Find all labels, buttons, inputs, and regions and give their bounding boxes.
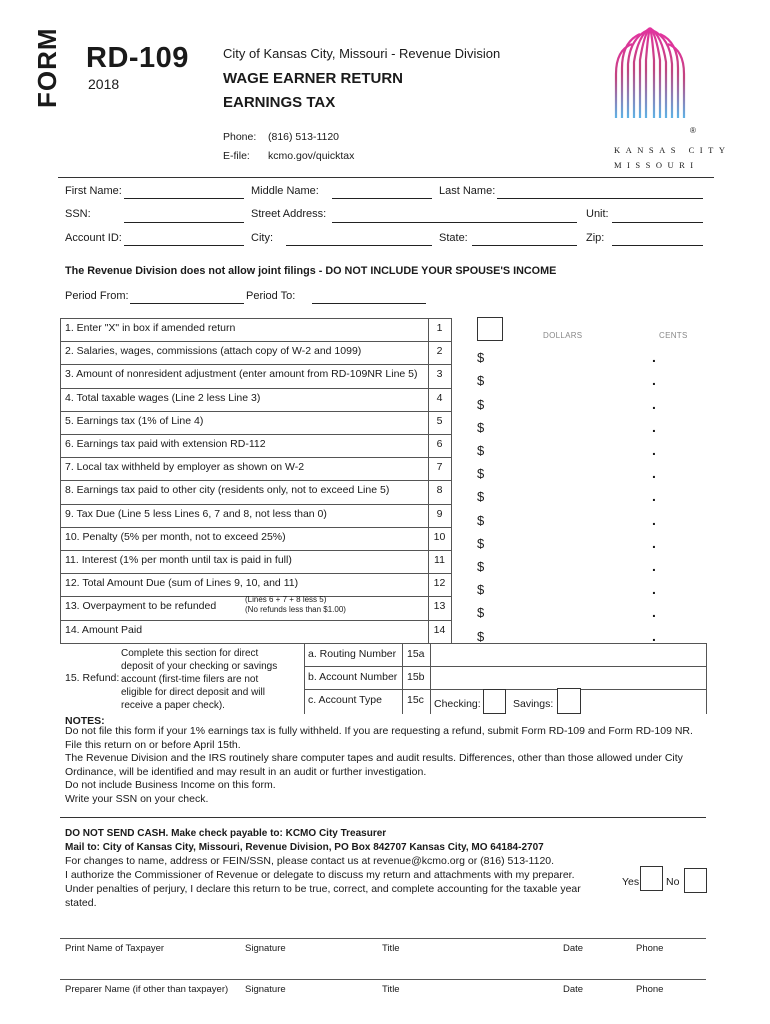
line-5-dollar-sign: $ [477,419,485,435]
line-6-label: 6. Earnings tax paid with extension RD-112 [65,438,266,450]
logo-text-line1: KANSAS CITY [614,145,731,155]
line-9-decimal-point: . [652,511,656,528]
checking-label: Checking: [434,698,481,710]
line-8-label: 8. Earnings tax paid to other city (residents only, not to exceed Line 5) [65,484,390,497]
line-3-decimal-point: . [652,372,656,389]
taxpayer-title-label: Title [382,943,400,954]
middle-name-label: Middle Name: [251,185,319,197]
city-label: City: [251,232,273,244]
line-10-amount-field[interactable] [490,530,700,549]
line-2-decimal-point: . [652,349,656,366]
savings-checkbox[interactable] [557,688,581,714]
first-name-field[interactable] [124,198,244,199]
preparer-title-label: Title [382,984,400,995]
authorize-yes-checkbox[interactable] [640,866,663,891]
line-4-number: 4 [436,391,443,404]
line-2-number: 2 [436,345,443,358]
line-8-number: 8 [436,484,443,497]
line-4-amount-field[interactable] [490,391,700,410]
joint-filing-notice: The Revenue Division does not allow joint filings - DO NOT INCLUDE YOUR SPOUSE'S INCOME [65,265,557,277]
line-6-decimal-point: . [652,442,656,458]
phone-label: Phone: [223,131,257,143]
state-field[interactable] [472,245,577,246]
middle-name-field[interactable] [332,198,432,199]
line-4-decimal-point: . [652,395,656,412]
taxpayer-signature-label: Signature [245,943,286,954]
form-vertical-label: FORM [32,27,62,108]
line-14-label: 14. Amount Paid [65,623,143,636]
line-2-dollar-sign: $ [477,350,485,366]
line-5-label: 5. Earnings tax (1% of Line 4) [65,414,204,427]
line-8-dollar-sign: $ [477,489,485,505]
line-9-amount-field[interactable] [490,507,700,526]
routing-number-field[interactable] [432,645,704,665]
street-address-label: Street Address: [251,208,327,220]
line-11-decimal-point: . [652,558,656,574]
last-name-label: Last Name: [439,185,496,197]
line-12-dollar-sign: $ [477,582,485,598]
yes-label: Yes [622,876,640,888]
line-9-number: 9 [436,507,443,520]
phone-value: (816) 513-1120 [268,131,340,143]
line-7-amount-field[interactable] [490,460,700,482]
refund-label: 15. Refund: [65,672,120,684]
preparer-signature-line[interactable] [60,979,706,980]
line-12-label: 12. Total Amount Due (sum of Lines 9, 10, and 11) [65,577,299,590]
taxpayer-date-label: Date [563,943,584,954]
account-number-field[interactable] [432,668,704,688]
dollars-column-header: DOLLARS [543,331,583,340]
line-5-amount-field[interactable] [490,414,700,433]
line-13-note-1: (Lines 6 + 7 + 8 less 5) [245,595,327,605]
line-12-amount-field[interactable] [490,576,700,598]
line-10-dollar-sign: $ [477,535,485,551]
efile-label: E-file: [223,150,250,162]
notes-heading: NOTES: [65,715,105,727]
form-title-line2: EARNINGS TAX [223,94,336,111]
line-3-amount-field[interactable] [490,367,700,389]
perjury-statement-line1: Under penalties of perjury, I declare this return to be true, correct, and complete accounting for the taxable year [65,883,581,895]
taxpayer-phone-label: Phone [636,943,664,954]
line-6-amount-field[interactable] [490,437,700,456]
preparer-signature-label: Signature [245,984,286,995]
notes-body: Do not file this form if your 1% earnings tax is fully withheld. If you are requesting a refund, submit Form RD-109 and Form RD-109 NR. File this return on or before April 15th. The Revenue Division and the IRS routinely share computer tapes and audit results. Differences, other than those allowed under City Ordinance, will be identified and may result in an audit or further investigation. Do not include Business Income on this form. Write your SSN on your check. [65,725,693,805]
state-label: State: [439,232,468,244]
unit-label: Unit: [586,208,609,220]
line-13-note-2: (No refunds less than $1.00) [245,605,346,615]
line-1-number: 1 [436,322,443,334]
street-address-field[interactable] [332,222,577,223]
preparer-authorization: I authorize the Commissioner of Revenue or delegate to discuss my return and attachments with my preparer. [65,869,575,881]
line-8-decimal-point: . [652,488,656,505]
agency-name: City of Kansas City, Missouri - Revenue Division [223,46,501,61]
line-3-label: 3. Amount of nonresident adjustment (enter amount from RD-109NR Line 5) [65,368,418,381]
period-from-field[interactable] [130,303,244,304]
line-12-number: 12 [433,577,446,590]
checking-checkbox[interactable] [483,689,506,714]
perjury-statement-line2: stated. [65,897,97,909]
account-number-label: b. Account Number [308,671,398,683]
routing-line-number: 15a [407,648,425,660]
line-14-decimal-point: . [652,627,656,644]
line-8-amount-field[interactable] [490,483,700,505]
preparer-phone-label: Phone [636,984,664,995]
logo-text-line2: MISSOURI [614,160,699,170]
line-7-decimal-point: . [652,465,656,482]
preparer-date-label: Date [563,984,584,995]
last-name-field[interactable] [497,198,703,199]
form-year: 2018 [88,76,120,92]
line-14-amount-field[interactable] [490,623,700,642]
line-11-label: 11. Interest (1% per month until tax is paid in full) [65,554,292,566]
line-3-number: 3 [436,368,443,381]
zip-label: Zip: [586,232,605,244]
line-4-dollar-sign: $ [477,396,485,412]
line-14-number: 14 [433,623,446,636]
line-10-decimal-point: . [652,534,656,551]
form-number: RD-109 [86,42,189,74]
account-line-number: 15b [407,671,425,683]
preparer-name-label: Preparer Name (if other than taxpayer) [65,984,229,995]
line-6-dollar-sign: $ [477,443,485,458]
line-2-label: 2. Salaries, wages, commissions (attach copy of W-2 and 1099) [65,345,362,358]
line-13-decimal-point: . [652,604,656,621]
city-field[interactable] [286,245,432,246]
line-11-dollar-sign: $ [477,559,485,574]
line-14-dollar-sign: $ [477,628,485,644]
efile-link[interactable]: kcmo.gov/quicktax [268,150,355,162]
line-2-amount-field[interactable] [490,344,700,366]
taxpayer-signature-line[interactable] [60,938,706,939]
ssn-label: SSN: [65,208,91,220]
line-11-amount-field[interactable] [490,553,700,572]
line-10-label: 10. Penalty (5% per month, not to exceed 25%) [65,530,286,543]
period-to-label: Period To: [246,290,296,302]
zip-field[interactable] [612,245,703,246]
period-from-label: Period From: [65,290,129,302]
kansas-city-fountain-logo [610,22,690,134]
contact-info: For changes to name, address or FEIN/SSN, please contact us at revenue@kcmo.org or (816) 513-1120. [65,855,555,867]
first-name-label: First Name: [65,185,122,197]
line-7-dollar-sign: $ [477,466,485,482]
line-13-dollar-sign: $ [477,605,485,621]
mailing-address: Mail to: City of Kansas City, Missouri, Revenue Division, PO Box 842707 Kansas City, MO 64184-2707 [65,842,544,853]
line-5-decimal-point: . [652,418,656,435]
account-type-label: c. Account Type [308,694,382,706]
line-9-dollar-sign: $ [477,512,485,528]
routing-number-label: a. Routing Number [308,648,397,660]
form-title-line1: WAGE EARNER RETURN [223,70,404,87]
refund-description: Complete this section for direct deposit of your checking or savings account (first-time filers are not eligible for direct deposit and will receive a paper check). [121,648,278,711]
taxpayer-print-name-label: Print Name of Taxpayer [65,943,165,954]
line-5-number: 5 [436,414,443,427]
period-to-field[interactable] [312,303,426,304]
line-6-number: 6 [436,438,443,450]
registered-mark: ® [690,126,696,135]
cash-notice: DO NOT SEND CASH. Make check payable to: KCMO City Treasurer [65,828,387,839]
savings-label: Savings: [513,698,554,710]
account-id-label: Account ID: [65,232,122,244]
line-13-label: 13. Overpayment to be refunded [65,600,217,613]
account-type-line-number: 15c [407,694,424,706]
line-7-label: 7. Local tax withheld by employer as shown on W-2 [65,461,305,474]
line-10-number: 10 [433,530,446,543]
line-4-label: 4. Total taxable wages (Line 2 less Line 3) [65,391,261,404]
authorize-no-checkbox[interactable] [684,868,707,893]
line-9-label: 9. Tax Due (Line 5 less Lines 6, 7 and 8, not less than 0) [65,507,327,520]
amended-return-checkbox[interactable] [477,317,503,341]
line-13-number: 13 [433,600,446,613]
line-1-label: 1. Enter "X" in box if amended return [65,322,236,334]
line-13-amount-field[interactable] [490,599,700,621]
account-id-field[interactable] [124,245,244,246]
line-7-number: 7 [436,461,443,474]
ssn-field[interactable] [124,222,244,223]
cents-column-header: CENTS [659,331,688,340]
unit-field[interactable] [612,222,703,223]
line-11-number: 11 [434,554,445,566]
line-12-decimal-point: . [652,581,656,598]
no-label: No [666,876,680,888]
line-3-dollar-sign: $ [477,373,485,389]
